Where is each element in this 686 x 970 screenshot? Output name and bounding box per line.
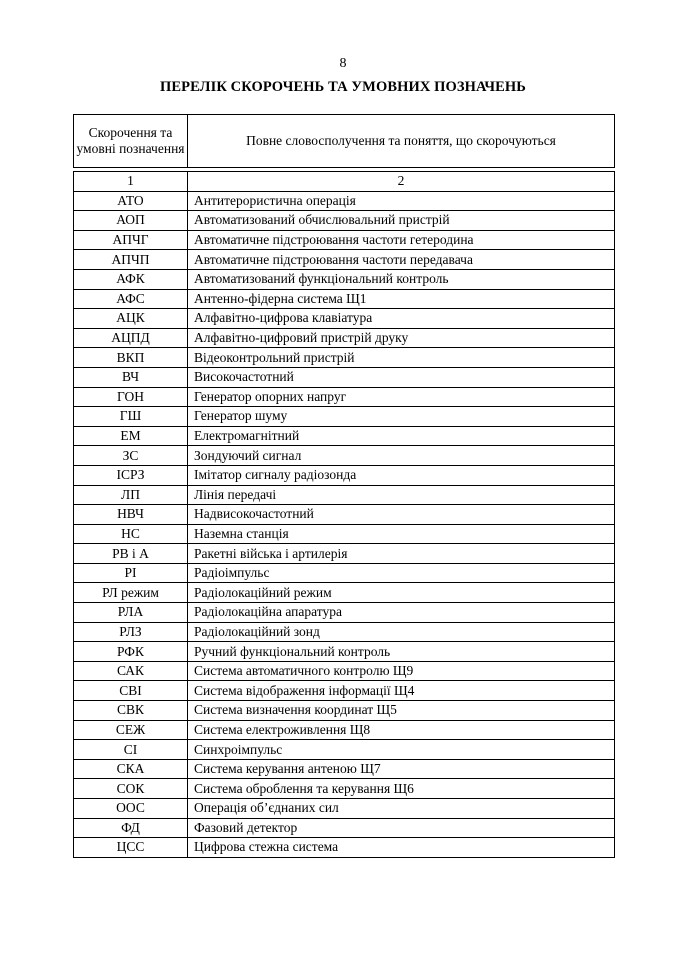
full-phrase-cell: Електромагнітний xyxy=(188,426,615,446)
abbreviation-cell: АФК xyxy=(74,269,188,289)
table-row xyxy=(74,407,615,427)
table-row xyxy=(74,485,615,505)
table-row xyxy=(74,799,615,819)
table-row xyxy=(74,583,615,603)
abbreviation-cell: РЛА xyxy=(74,603,188,623)
full-phrase-cell: Радіоімпульс xyxy=(188,563,615,583)
full-phrase-cell: Генератор опорних напруг xyxy=(188,387,615,407)
table-row xyxy=(74,622,615,642)
abbreviation-cell: ЕМ xyxy=(74,426,188,446)
abbreviation-cell: ЦСС xyxy=(74,838,188,858)
full-phrase-cell: Наземна станція xyxy=(188,524,615,544)
full-phrase-cell: Імітатор сигналу радіозонда xyxy=(188,465,615,485)
abbreviation-cell: ВКП xyxy=(74,348,188,368)
full-phrase-cell: Цифрова стежна система xyxy=(188,838,615,858)
abbreviation-cell: РЛ режим xyxy=(74,583,188,603)
table-row xyxy=(74,779,615,799)
abbreviations-table-body xyxy=(74,172,615,858)
table-row xyxy=(74,740,615,760)
abbreviation-cell: САК xyxy=(74,661,188,681)
table-row xyxy=(74,505,615,525)
column-number-1: 1 xyxy=(74,172,188,192)
abbreviation-cell: АЦПД xyxy=(74,328,188,348)
full-phrase-cell: Ручний функціональний контроль xyxy=(188,642,615,662)
column-number-row xyxy=(74,172,615,192)
abbreviation-cell: НС xyxy=(74,524,188,544)
abbreviation-cell: АОП xyxy=(74,211,188,231)
header-abbreviation: Скорочення та умовні позначення xyxy=(74,115,188,168)
abbreviation-cell: СВІ xyxy=(74,681,188,701)
full-phrase-cell: Високочастотний xyxy=(188,367,615,387)
full-phrase-cell: Генератор шуму xyxy=(188,407,615,427)
table-row xyxy=(74,759,615,779)
full-phrase-cell: Алфавітно-цифрова клавіатура xyxy=(188,309,615,329)
abbreviations-table xyxy=(73,171,615,858)
table-row xyxy=(74,681,615,701)
table-row xyxy=(74,818,615,838)
full-phrase-cell: Ракетні війська і артилерія xyxy=(188,544,615,564)
full-phrase-cell: Надвисокочастотний xyxy=(188,505,615,525)
full-phrase-cell: Система відображення інформації Щ4 xyxy=(188,681,615,701)
full-phrase-cell: Система електроживлення Щ8 xyxy=(188,720,615,740)
abbreviation-cell: АЦК xyxy=(74,309,188,329)
abbreviation-cell: АТО xyxy=(74,191,188,211)
abbreviations-header-table xyxy=(73,114,615,168)
abbreviation-cell: ГОН xyxy=(74,387,188,407)
table-row xyxy=(74,720,615,740)
full-phrase-cell: Фазовий детектор xyxy=(188,818,615,838)
full-phrase-cell: Синхроімпульс xyxy=(188,740,615,760)
full-phrase-cell: Автоматичне підстроювання частоти гетеродина xyxy=(188,230,615,250)
full-phrase-cell: Система керування антеною Щ7 xyxy=(188,759,615,779)
table-row xyxy=(74,250,615,270)
table-row xyxy=(74,544,615,564)
abbreviation-cell: ВЧ xyxy=(74,367,188,387)
table-row xyxy=(74,191,615,211)
abbreviation-cell: СВК xyxy=(74,701,188,721)
table-row xyxy=(74,563,615,583)
full-phrase-cell: Система оброблення та керування Щ6 xyxy=(188,779,615,799)
table-row xyxy=(74,230,615,250)
abbreviation-cell: ІСРЗ xyxy=(74,465,188,485)
abbreviation-cell: СЕЖ xyxy=(74,720,188,740)
abbreviation-cell: ООС xyxy=(74,799,188,819)
abbreviation-cell: АФС xyxy=(74,289,188,309)
table-row xyxy=(74,328,615,348)
full-phrase-cell: Автоматичне підстроювання частоти передавача xyxy=(188,250,615,270)
abbreviation-cell: НВЧ xyxy=(74,505,188,525)
full-phrase-cell: Автоматизований функціональний контроль xyxy=(188,269,615,289)
full-phrase-cell: Лінія передачі xyxy=(188,485,615,505)
abbreviation-cell: СІ xyxy=(74,740,188,760)
full-phrase-cell: Радіолокаційна апаратура xyxy=(188,603,615,623)
table-row xyxy=(74,603,615,623)
table-row xyxy=(74,309,615,329)
full-phrase-cell: Система автоматичного контролю Щ9 xyxy=(188,661,615,681)
full-phrase-cell: Відеоконтрольний пристрій xyxy=(188,348,615,368)
abbreviation-cell: АПЧП xyxy=(74,250,188,270)
table-row xyxy=(74,367,615,387)
table-row xyxy=(74,289,615,309)
abbreviation-cell: РФК xyxy=(74,642,188,662)
table-row xyxy=(74,348,615,368)
header-full-phrase: Повне словосполучення та поняття, що скорочуються xyxy=(188,115,615,168)
full-phrase-cell: Зондуючий сигнал xyxy=(188,446,615,466)
page-number: 8 xyxy=(339,56,347,71)
column-number-2: 2 xyxy=(188,172,615,192)
abbreviation-cell: СКА xyxy=(74,759,188,779)
abbreviation-cell: РІ xyxy=(74,563,188,583)
full-phrase-cell: Антенно-фідерна система Щ1 xyxy=(188,289,615,309)
abbreviation-cell: ГШ xyxy=(74,407,188,427)
table-row xyxy=(74,701,615,721)
table-row xyxy=(74,211,615,231)
table-row xyxy=(74,269,615,289)
full-phrase-cell: Радіолокаційний зонд xyxy=(188,622,615,642)
table-row xyxy=(74,642,615,662)
table-row xyxy=(74,387,615,407)
full-phrase-cell: Операція об’єднаних сил xyxy=(188,799,615,819)
header-row xyxy=(74,115,615,168)
table-row xyxy=(74,524,615,544)
full-phrase-cell: Радіолокаційний режим xyxy=(188,583,615,603)
abbreviation-cell: АПЧГ xyxy=(74,230,188,250)
abbreviation-cell: ЗС xyxy=(74,446,188,466)
full-phrase-cell: Алфавітно-цифровий пристрій друку xyxy=(188,328,615,348)
page-title: ПЕРЕЛІК СКОРОЧЕНЬ ТА УМОВНИХ ПОЗНАЧЕНЬ xyxy=(160,79,526,95)
table-row xyxy=(74,446,615,466)
table-row xyxy=(74,426,615,446)
table-row xyxy=(74,465,615,485)
abbreviation-cell: РЛЗ xyxy=(74,622,188,642)
full-phrase-cell: Система визначення координат Щ5 xyxy=(188,701,615,721)
full-phrase-cell: Автоматизований обчислювальний пристрій xyxy=(188,211,615,231)
full-phrase-cell: Антитерористична операція xyxy=(188,191,615,211)
abbreviation-cell: ФД xyxy=(74,818,188,838)
abbreviation-cell: СОК xyxy=(74,779,188,799)
table-row xyxy=(74,838,615,858)
table-row xyxy=(74,661,615,681)
abbreviation-cell: РВ і А xyxy=(74,544,188,564)
abbreviation-cell: ЛП xyxy=(74,485,188,505)
